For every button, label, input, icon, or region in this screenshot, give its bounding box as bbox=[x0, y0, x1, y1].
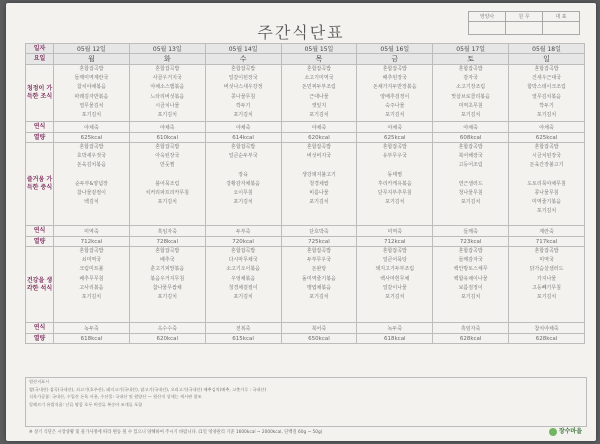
menu-item: 포기김치 bbox=[157, 293, 177, 300]
menu-item: 포기김치 bbox=[460, 111, 481, 118]
menu-item: 맛살브로콜리볶음 bbox=[451, 93, 490, 100]
breakfast-kcal-row bbox=[26, 133, 585, 143]
menu-item: 두부무우국 bbox=[306, 257, 332, 264]
menu-item: 버섯나스새우강정 bbox=[223, 84, 263, 91]
menu-item: 혼합잡곡밥 bbox=[155, 144, 180, 150]
notes-box bbox=[25, 377, 587, 427]
dinner-snack-row-cell: 녹두죽 bbox=[54, 323, 130, 334]
menu-item: 고등빼기무침 bbox=[532, 284, 562, 291]
menu-item: 청경채쌈 bbox=[309, 180, 329, 187]
date-row-label: 일자 bbox=[26, 44, 54, 54]
menu-item: 소고기오이볶음 bbox=[226, 266, 261, 273]
dinner-snack-row-cell: 참치야채죽 bbox=[509, 323, 585, 334]
menu-item: 맹엽채볶음 bbox=[306, 284, 332, 291]
weekday-row-cell: 토 bbox=[433, 54, 509, 65]
menu-item: 혼합잡곡밥 bbox=[306, 248, 332, 254]
menu-item: 포기김치 bbox=[233, 111, 253, 118]
menu-item: 쇠미역국 bbox=[81, 257, 102, 264]
breakfast-snack-row-cell: 야채죽 bbox=[129, 122, 205, 133]
dinner-kcal-row-cell: 618kcal bbox=[54, 334, 130, 344]
menu-item: 볶음우거지무침 bbox=[150, 275, 185, 282]
menu-item: 양배추검정이 bbox=[380, 93, 410, 100]
lunch-day-cell bbox=[54, 143, 130, 226]
approval-header-director: 원 무 bbox=[506, 12, 543, 22]
menu-item: 고사리볶음 bbox=[79, 284, 104, 291]
menu-item: 소고기미역국 bbox=[304, 75, 334, 82]
menu-item: 포기김치 bbox=[157, 111, 177, 118]
lunch-snack-row-label: 연식 bbox=[26, 226, 54, 237]
menu-item: 돼지고기두부조림 bbox=[375, 266, 415, 273]
dinner-snack-row-cell: 옥수수죽 bbox=[129, 323, 205, 334]
dinner-snack-row-cell: 북어죽 bbox=[281, 323, 357, 334]
menu-item: 강황감자채볶음 bbox=[226, 180, 261, 187]
date-row-cell: 05월 14일 bbox=[205, 44, 281, 54]
menu-item: 혼합잡곡밥 bbox=[306, 144, 332, 150]
menu-item: 얼큰순두부국 bbox=[228, 153, 258, 160]
dinner-day-cell bbox=[357, 247, 433, 323]
menu-item: 혼합잡곡밥 bbox=[231, 66, 256, 72]
dinner-kcal-row-cell: 628kcal bbox=[433, 334, 509, 344]
breakfast-kcal-row-cell: 614kcal bbox=[205, 133, 281, 143]
menu-item: 장육 bbox=[238, 171, 248, 178]
menu-item: 동태찜 bbox=[387, 171, 403, 178]
lunch-kcal-row-cell: 712kcal bbox=[54, 237, 130, 247]
menu-item: 훈고기피망볶음 bbox=[150, 266, 185, 273]
date-row bbox=[26, 44, 585, 54]
menu-item: 청나물무침 bbox=[458, 189, 483, 196]
weekday-row-cell: 수 bbox=[205, 54, 281, 65]
dinner-snack-row-cell: 흑임자죽 bbox=[433, 323, 509, 334]
menu-item: 아욱된장국 bbox=[155, 153, 180, 160]
dinner-snack-row-cell: 전복죽 bbox=[205, 323, 281, 334]
menu-item: 근대나물 bbox=[309, 93, 329, 100]
lunch-kcal-row-cell: 728kcal bbox=[129, 237, 205, 247]
menu-item: 혼합잡곡밥 bbox=[231, 248, 256, 254]
menu-item: 숙주나물 bbox=[385, 102, 405, 109]
menu-item: 혼합잡곡밥 bbox=[382, 66, 407, 72]
date-row-cell: 05월 13일 bbox=[129, 44, 205, 54]
menu-item: 닭가슴살샐러드 bbox=[529, 266, 564, 273]
approval-header-dietitian: 영양사 bbox=[469, 12, 506, 22]
menu-item: 고등어조림 bbox=[458, 162, 483, 169]
menu-item: 혼합잡곡밥 bbox=[534, 66, 559, 72]
lunch-snack-row-cell: 미역죽 bbox=[357, 226, 433, 237]
menu-item: 단무지부추무침 bbox=[377, 189, 412, 196]
menu-item: 함박스테이크조림 bbox=[527, 84, 566, 91]
menu-item bbox=[206, 161, 281, 170]
logo bbox=[549, 426, 582, 436]
menu-item: 청경채겉절이 bbox=[228, 284, 258, 291]
menu-item: 포기김치 bbox=[385, 111, 405, 118]
menu-item: 북어해장국 bbox=[458, 153, 483, 160]
dinner-snack-row bbox=[26, 323, 585, 334]
lunch-day-cell bbox=[205, 143, 281, 226]
menu-item: 백김치 bbox=[84, 199, 99, 206]
breakfast-kcal-row-cell: 620kcal bbox=[281, 133, 357, 143]
menu-item: 다시마무채국 bbox=[228, 257, 258, 264]
lunch-snack-row-cell: 두부죽 bbox=[205, 226, 281, 237]
note-line: 식육가공품: 국내산, 수입산 돈육 사용, 수산물: 국내산 및 원양산 — 원산지 상세는 게시판 참조 bbox=[29, 394, 202, 400]
breakfast-row bbox=[26, 65, 585, 122]
menu-item: 소고기장조림 bbox=[456, 84, 486, 91]
menu-item: 포기김치 bbox=[81, 111, 102, 118]
menu-item: 건새우근대국 bbox=[532, 75, 562, 82]
lunch-day-cell bbox=[281, 143, 357, 226]
lunch-kcal-row-cell: 723kcal bbox=[433, 237, 509, 247]
menu-item: 깍두기 bbox=[235, 102, 251, 109]
dinner-kcal-row bbox=[26, 334, 585, 344]
breakfast-day-cell bbox=[281, 65, 357, 122]
menu-item: 깍두기 bbox=[539, 102, 554, 109]
menu-item: 미역국 bbox=[539, 257, 554, 264]
menu-item: 포기김치 bbox=[309, 199, 329, 206]
weekday-row bbox=[26, 54, 585, 65]
leaf-icon bbox=[549, 428, 557, 436]
date-row-cell: 05월 16일 bbox=[357, 44, 433, 54]
dinner-day-cell bbox=[205, 247, 281, 323]
menu-item: 백사마흰무채 bbox=[380, 275, 410, 282]
dinner-row bbox=[26, 247, 585, 323]
weekday-row-label: 요일 bbox=[26, 54, 54, 65]
menu-item: 혼합잡곡밥 bbox=[79, 66, 104, 72]
menu-item: 열무물김치 bbox=[79, 102, 104, 109]
date-row-cell: 05월 12일 bbox=[54, 44, 130, 54]
breakfast-day-cell bbox=[357, 65, 433, 122]
note-line: 쌀(국내산) 잡곡(국내산), 쇠고기(호주산), 돼지고기(국내산), 닭고기(국내산), 오리고기(국내산) 배추김치(배추, 고춧가루 : 국내산) bbox=[29, 386, 267, 392]
menu-item: 포기김치 bbox=[309, 111, 329, 118]
lunch-snack-row bbox=[26, 226, 585, 237]
menu-item: 얼갈이나물 bbox=[382, 284, 407, 291]
logo-text: 장수마을 bbox=[558, 428, 582, 435]
lunch-kcal-row bbox=[26, 237, 585, 247]
breakfast-snack-row-cell: 야채죽 bbox=[433, 122, 509, 133]
breakfast-kcal-row-label: 열량 bbox=[26, 133, 54, 143]
menu-item: 시금치된장국 bbox=[532, 153, 562, 160]
menu-item: 백안방토스체무 bbox=[453, 266, 488, 273]
menu-item: 참나물겉절이 bbox=[76, 189, 106, 196]
menu-item: 혼합잡곡밥 bbox=[306, 66, 332, 72]
breakfast-kcal-row-cell: 625kcal bbox=[357, 133, 433, 143]
lunch-day-cell bbox=[357, 143, 433, 226]
menu-item: 혼합잡곡밥 bbox=[382, 248, 407, 254]
lunch-kcal-row-label: 열량 bbox=[26, 237, 54, 247]
dinner-kcal-row-cell: 650kcal bbox=[281, 334, 357, 344]
menu-item: 혼합잡곡밥 bbox=[458, 66, 483, 72]
menu-item: 순두부&양념장 bbox=[74, 180, 108, 187]
dinner-kcal-row-cell: 620kcal bbox=[129, 334, 205, 344]
menu-item: 돈민찌두부조림 bbox=[302, 84, 336, 91]
menu-item: 야채소스햄볶음 bbox=[150, 84, 185, 91]
menu-item: 혼합잡곡밥 bbox=[79, 248, 104, 254]
menu-item: 돈육간장불고기 bbox=[529, 162, 564, 169]
menu-item: 얼큰어묵탕 bbox=[382, 257, 407, 264]
date-row-cell: 05월 18일 bbox=[509, 44, 585, 54]
menu-item: 돈육김치볶음 bbox=[76, 162, 106, 169]
menu-item: 포기김치 bbox=[536, 293, 557, 300]
lunch-snack-row-cell: 단호박죽 bbox=[281, 226, 357, 237]
menu-item: 열무김치볶음 bbox=[532, 93, 562, 100]
breakfast-snack-row bbox=[26, 122, 585, 133]
breakfast-kcal-row-cell: 625kcal bbox=[509, 133, 585, 143]
menu-item: 포기김치 bbox=[460, 293, 481, 300]
menu-item bbox=[433, 171, 508, 180]
menu-item bbox=[282, 161, 357, 170]
menu-item: 우엉채볶음 bbox=[231, 275, 256, 282]
menu-item: 들깨감자국 bbox=[458, 257, 483, 264]
menu-item: 블어묵조림 bbox=[155, 180, 180, 187]
menu-item: 버섯비지국 bbox=[306, 153, 332, 160]
menu-item: 포기김치 bbox=[233, 293, 253, 300]
dinner-day-cell bbox=[281, 247, 357, 323]
menu-item: 후리카케유볶음 bbox=[377, 180, 412, 187]
lunch-kcal-row-cell: 712kcal bbox=[357, 237, 433, 247]
dinner-day-cell bbox=[433, 247, 509, 323]
menu-item: 혼합잡곡밥 bbox=[231, 144, 256, 150]
page-title: 주간식단표 bbox=[257, 23, 345, 42]
breakfast-day-cell bbox=[509, 65, 585, 122]
dinner-day-cell bbox=[54, 247, 130, 323]
weekday-row-cell: 금 bbox=[357, 54, 433, 65]
breakfast-day-cell bbox=[54, 65, 130, 122]
menu-item: 사골우거지국 bbox=[152, 75, 182, 82]
menu-item: 참치야채볶음 bbox=[76, 84, 106, 91]
lunch-kcal-row-cell: 725kcal bbox=[281, 237, 357, 247]
menu-item: 포기김치 bbox=[536, 111, 557, 118]
menu-item: 돈완탕 bbox=[311, 266, 327, 273]
menu-item: 연근샐러드 bbox=[458, 180, 483, 187]
menu-item: 포기김치 bbox=[385, 199, 405, 206]
menu-item: 포기김치 bbox=[385, 293, 405, 300]
breakfast-snack-row-label: 연식 bbox=[26, 122, 54, 133]
breakfast-snack-row-cell: 야채죽 bbox=[281, 122, 357, 133]
menu-item: 얼갈이된장국 bbox=[228, 75, 258, 82]
dinner-kcal-row-label: 열량 bbox=[26, 334, 54, 344]
lunch-label: 즐거움 가득한 중식 bbox=[26, 143, 54, 226]
breakfast-kcal-row-cell: 610kcal bbox=[129, 133, 205, 143]
menu-item: 파래김자반볶음 bbox=[74, 93, 109, 100]
lunch-snack-row-cell: 흑임자죽 bbox=[129, 226, 205, 237]
lunch-day-cell bbox=[433, 143, 509, 226]
menu-item: 포기김치 bbox=[536, 208, 557, 215]
breakfast-day-cell bbox=[129, 65, 205, 122]
menu-item: 도토리묵야채무침 bbox=[527, 180, 566, 187]
menu-item: 치커리파프리카무침 bbox=[145, 189, 189, 196]
menu-item: 비름나물 bbox=[309, 189, 329, 196]
menu-item: 포기김치 bbox=[157, 199, 177, 206]
menu-item: 포기김치 bbox=[309, 293, 329, 300]
lunch-kcal-row-cell: 717kcal bbox=[509, 237, 585, 247]
lunch-snack-row-cell: 계란죽 bbox=[509, 226, 585, 237]
menu-item: 참나물무쌈채 bbox=[152, 284, 182, 291]
menu-item: 혼합잡곡밥 bbox=[534, 248, 559, 254]
menu-item: 배추무무침 bbox=[79, 275, 104, 282]
weekly-menu-table bbox=[25, 43, 585, 344]
menu-item: 시금치나물 bbox=[155, 102, 180, 109]
date-row-cell: 05월 15일 bbox=[281, 44, 357, 54]
approval-header-ceo: 대 표 bbox=[543, 12, 580, 22]
menu-item: 크림미트볼 bbox=[79, 266, 104, 273]
menu-item: 돈채가지두반장볶음 bbox=[373, 84, 417, 91]
menu-item: 배추된장국 bbox=[382, 75, 407, 82]
breakfast-day-cell bbox=[205, 65, 281, 122]
weekday-row-cell: 화 bbox=[129, 54, 205, 65]
menu-item: 포기김치 bbox=[460, 199, 481, 206]
menu-item: 백합유채이나물 bbox=[453, 275, 488, 282]
menu-item: 콩나물무침 bbox=[231, 93, 256, 100]
breakfast-snack-row-cell: 야채죽 bbox=[54, 122, 130, 133]
menu-item: 오이무침 bbox=[233, 189, 253, 196]
breakfast-snack-row-cell: 야채죽 bbox=[509, 122, 585, 133]
menu-item bbox=[130, 171, 205, 180]
menu-item: 가지나물 bbox=[536, 275, 557, 282]
menu-item: 돌미역줄기볶음 bbox=[302, 275, 336, 282]
menu-item: 콩나물무침 bbox=[534, 189, 559, 196]
note-line: 알레르기 유발식품: 난류 땅콩 호두 버섯류 복숭아 조개류 포함 bbox=[29, 401, 143, 407]
weekday-row-cell: 월 bbox=[54, 54, 130, 65]
lunch-day-cell bbox=[129, 143, 205, 226]
lunch-snack-row-cell: 들깨죽 bbox=[433, 226, 509, 237]
lunch-kcal-row-cell: 720kcal bbox=[205, 237, 281, 247]
breakfast-snack-row-cell: 야채죽 bbox=[357, 122, 433, 133]
menu-item: 혼합잡곡밥 bbox=[79, 144, 104, 150]
breakfast-label: 청정이 가득한 조식 bbox=[26, 65, 54, 122]
menu-item: 보름검정이 bbox=[458, 284, 483, 291]
weekday-row-cell: 일 bbox=[509, 54, 585, 65]
menu-item: 혼합잡곡밥 bbox=[458, 248, 483, 254]
weekday-row-cell: 목 bbox=[281, 54, 357, 65]
footer-note: ※ 상기 식단은 시장상황 및 물가사정에 따라 변동 될 수 있으니 양해하여 주시기 바랍니다. (1일 영양관리 기준 1600kcal ~ 2000kcal, 단백질 60g ~ 50g) bbox=[29, 430, 323, 435]
menu-item: 미역초무침 bbox=[458, 102, 483, 109]
menu-item: 유부무우국 bbox=[382, 153, 407, 160]
dinner-snack-row-cell: 녹두죽 bbox=[357, 323, 433, 334]
dinner-kcal-row-cell: 628kcal bbox=[509, 334, 585, 344]
menu-item: 포기김치 bbox=[233, 199, 253, 206]
menu-item: 혼합잡곡밥 bbox=[534, 144, 559, 150]
lunch-snack-row-cell: 미역죽 bbox=[54, 226, 130, 237]
menu-item: 혼합잡곡밥 bbox=[155, 66, 180, 72]
menu-item: 감자국 bbox=[463, 75, 478, 82]
dinner-day-cell bbox=[509, 247, 585, 323]
dinner-snack-row-label: 연식 bbox=[26, 323, 54, 334]
breakfast-kcal-row-cell: 608kcal bbox=[433, 133, 509, 143]
date-row-cell: 05월 17일 bbox=[433, 44, 509, 54]
dinner-kcal-row-cell: 615kcal bbox=[205, 334, 281, 344]
menu-item: 혼합잡곡밥 bbox=[155, 248, 180, 254]
menu-item: 만둣찜 bbox=[160, 162, 175, 169]
menu-item: 들깨미역계란국 bbox=[74, 75, 109, 82]
lunch-row bbox=[26, 143, 585, 226]
dinner-kcal-row-cell: 618kcal bbox=[357, 334, 433, 344]
breakfast-kcal-row-cell: 625kcal bbox=[54, 133, 130, 143]
menu-item: 생강돼지불고기 bbox=[302, 171, 336, 178]
menu-item: 포기김치 bbox=[81, 293, 102, 300]
menu-item bbox=[509, 171, 584, 180]
menu-item: 혼합잡곡밥 bbox=[382, 144, 407, 150]
menu-item: 느타리버섯볶음 bbox=[150, 93, 185, 100]
footer bbox=[25, 429, 585, 436]
lunch-day-cell bbox=[509, 143, 585, 226]
menu-item bbox=[357, 161, 432, 170]
menu-item: 미역줄기볶음 bbox=[532, 199, 562, 206]
note-line: 원산지표시 bbox=[29, 379, 50, 384]
menu-item bbox=[54, 171, 129, 180]
menu-item: 깻잎지 bbox=[311, 102, 327, 109]
menu-sheet bbox=[6, 3, 596, 441]
dinner-label: 건강을 생각한 석식 bbox=[26, 247, 54, 323]
menu-item: 혼합잡곡밥 bbox=[458, 144, 483, 150]
dinner-day-cell bbox=[129, 247, 205, 323]
breakfast-day-cell bbox=[433, 65, 509, 122]
menu-item: 배추국 bbox=[160, 257, 175, 264]
breakfast-snack-row-cell: 야채죽 bbox=[205, 122, 281, 133]
menu-item: 호박새우젓국 bbox=[76, 153, 106, 160]
